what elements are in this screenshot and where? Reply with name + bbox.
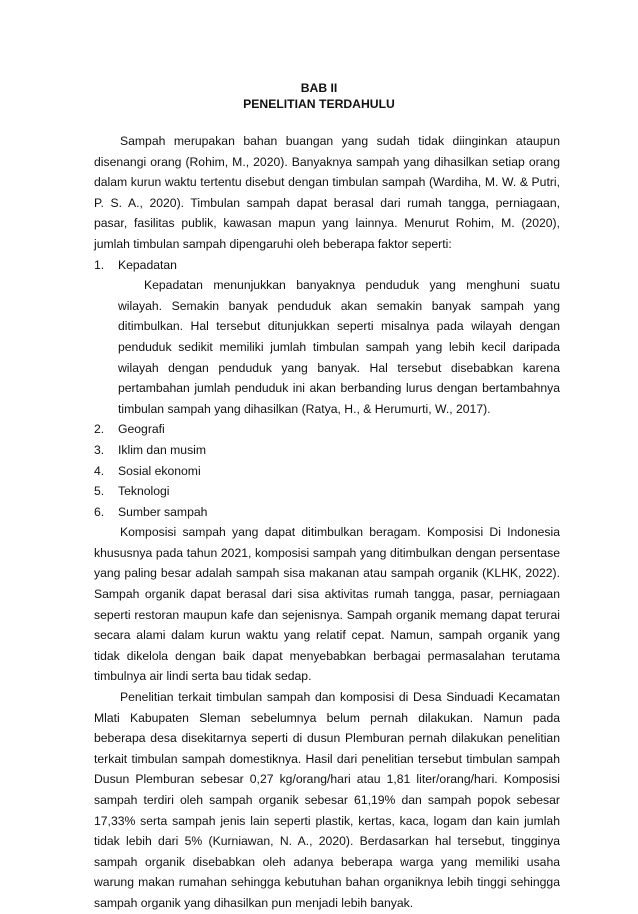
list-label: Iklim dan musim	[118, 442, 207, 457]
list-number: 1.	[94, 257, 105, 272]
list-item	[94, 481, 560, 502]
list-item	[94, 440, 560, 461]
list-item	[94, 255, 560, 420]
chapter-number: BAB II	[300, 81, 338, 95]
list-label: Sosial ekonomi	[118, 463, 201, 478]
list-item	[94, 461, 560, 482]
factor-list	[94, 255, 560, 523]
paragraph-intro: Sampah merupakan bahan buangan yang sudah tidak diinginkan ataupun disenangi orang (Rohim, M., 2020). Banyaknya sampah yang dihasilkan setiap orang dalam kurun waktu tertentu disebut dengan timbulan sampah (Wardiha, M. W. & Putri, P. S. A., 2020). Timbulan sampah dapat berasal dari rumah tangga, perniagaan, pasar, fasilitas publik, kawasan mapun yang lainnya. Menurut Rohim, M. (2020), jumlah timbulan sampah dipengaruhi oleh beberapa faktor seperti:	[94, 134, 560, 251]
list-label: Sumber sampah	[118, 504, 208, 519]
list-label: Geografi	[118, 422, 165, 437]
list-number: 4.	[94, 463, 105, 478]
list-number: 2.	[94, 422, 105, 437]
body-text	[94, 131, 560, 914]
list-label: Teknologi	[118, 484, 170, 499]
chapter-title: PENELITIAN TERDAHULU	[243, 97, 395, 111]
list-number: 5.	[94, 484, 105, 499]
paragraph-research: Penelitian terkait timbulan sampah dan komposisi di Desa Sinduadi Kecamatan Mlati Kabupaten Sleman sebelumnya belum pernah dilakukan. Namun pada beberapa desa disekitarnya seperti di dusun Plemburan pernah dilakukan penelitian terkait timbulan sampah domestiknya. Hasil dari penelitian tersebut timbulan sampah Dusun Plemburan sebesar 0,27 kg/orang/hari atau 1,81 liter/orang/hari. Komposisi sampah terdiri oleh sampah organik sebesar 61,19% dan sampah popok sebesar 17,33% serta sampah jenis lain seperti plastik, kertas, kaca, logam dan kain jumlah tidak lebih dari 5% (Kurniawan, N. A., 2020). Berdasarkan hal tersebut, tingginya sampah organik disebabkan oleh adanya beberapa warga yang memiliki usaha warung makan rumahan sehingga kebutuhan bahan organiknya lebih tinggi sehingga sampah organik yang dihasilkan pun menjadi lebih banyak.	[94, 690, 560, 910]
list-number: 3.	[94, 442, 105, 457]
list-item	[94, 419, 560, 440]
paragraph-composition: Komposisi sampah yang dapat ditimbulkan beragam. Komposisi Di Indonesia khususnya pada tahun 2021, komposisi sampah yang ditimbulkan dengan persentase yang paling besar adalah sampah sisa makanan atau sampah organik (KLHK, 2022). Sampah organik dapat berasal dari sisa aktivitas rumah tangga, pasar, perniagaan seperti restoran maupun kafe dan sejenisnya. Sampah organik memang dapat terurai secara alami dalam kurun waktu yang relatif cepat. Namun, sampah organik yang tidak dikelola dengan baik dapat menyebabkan berbagai permasalahan terutama timbulnya air lindi serta bau tidak sedap.	[94, 525, 560, 684]
list-label: Kepadatan	[118, 257, 177, 272]
list-item-description: Kepadatan menunjukkan banyaknya penduduk yang menghuni suatu wilayah. Semakin banyak penduduk akan semakin banyak sampah yang ditimbulkan. Hal tersebut ditunjukkan seperti misalnya pada wilayah dengan penduduk sedikit memiliki jumlah timbulan sampah yang lebih kecil daripada wilayah dengan penduduk yang banyak. Hal tersebut disebabkan karena pertambahan jumlah penduduk ini akan berbanding lurus dengan bertambahnya timbulan sampah yang dihasilkan (Ratya, H., & Herumurti, W., 2017).	[118, 278, 560, 416]
list-number: 6.	[94, 504, 105, 519]
list-item	[94, 502, 560, 523]
